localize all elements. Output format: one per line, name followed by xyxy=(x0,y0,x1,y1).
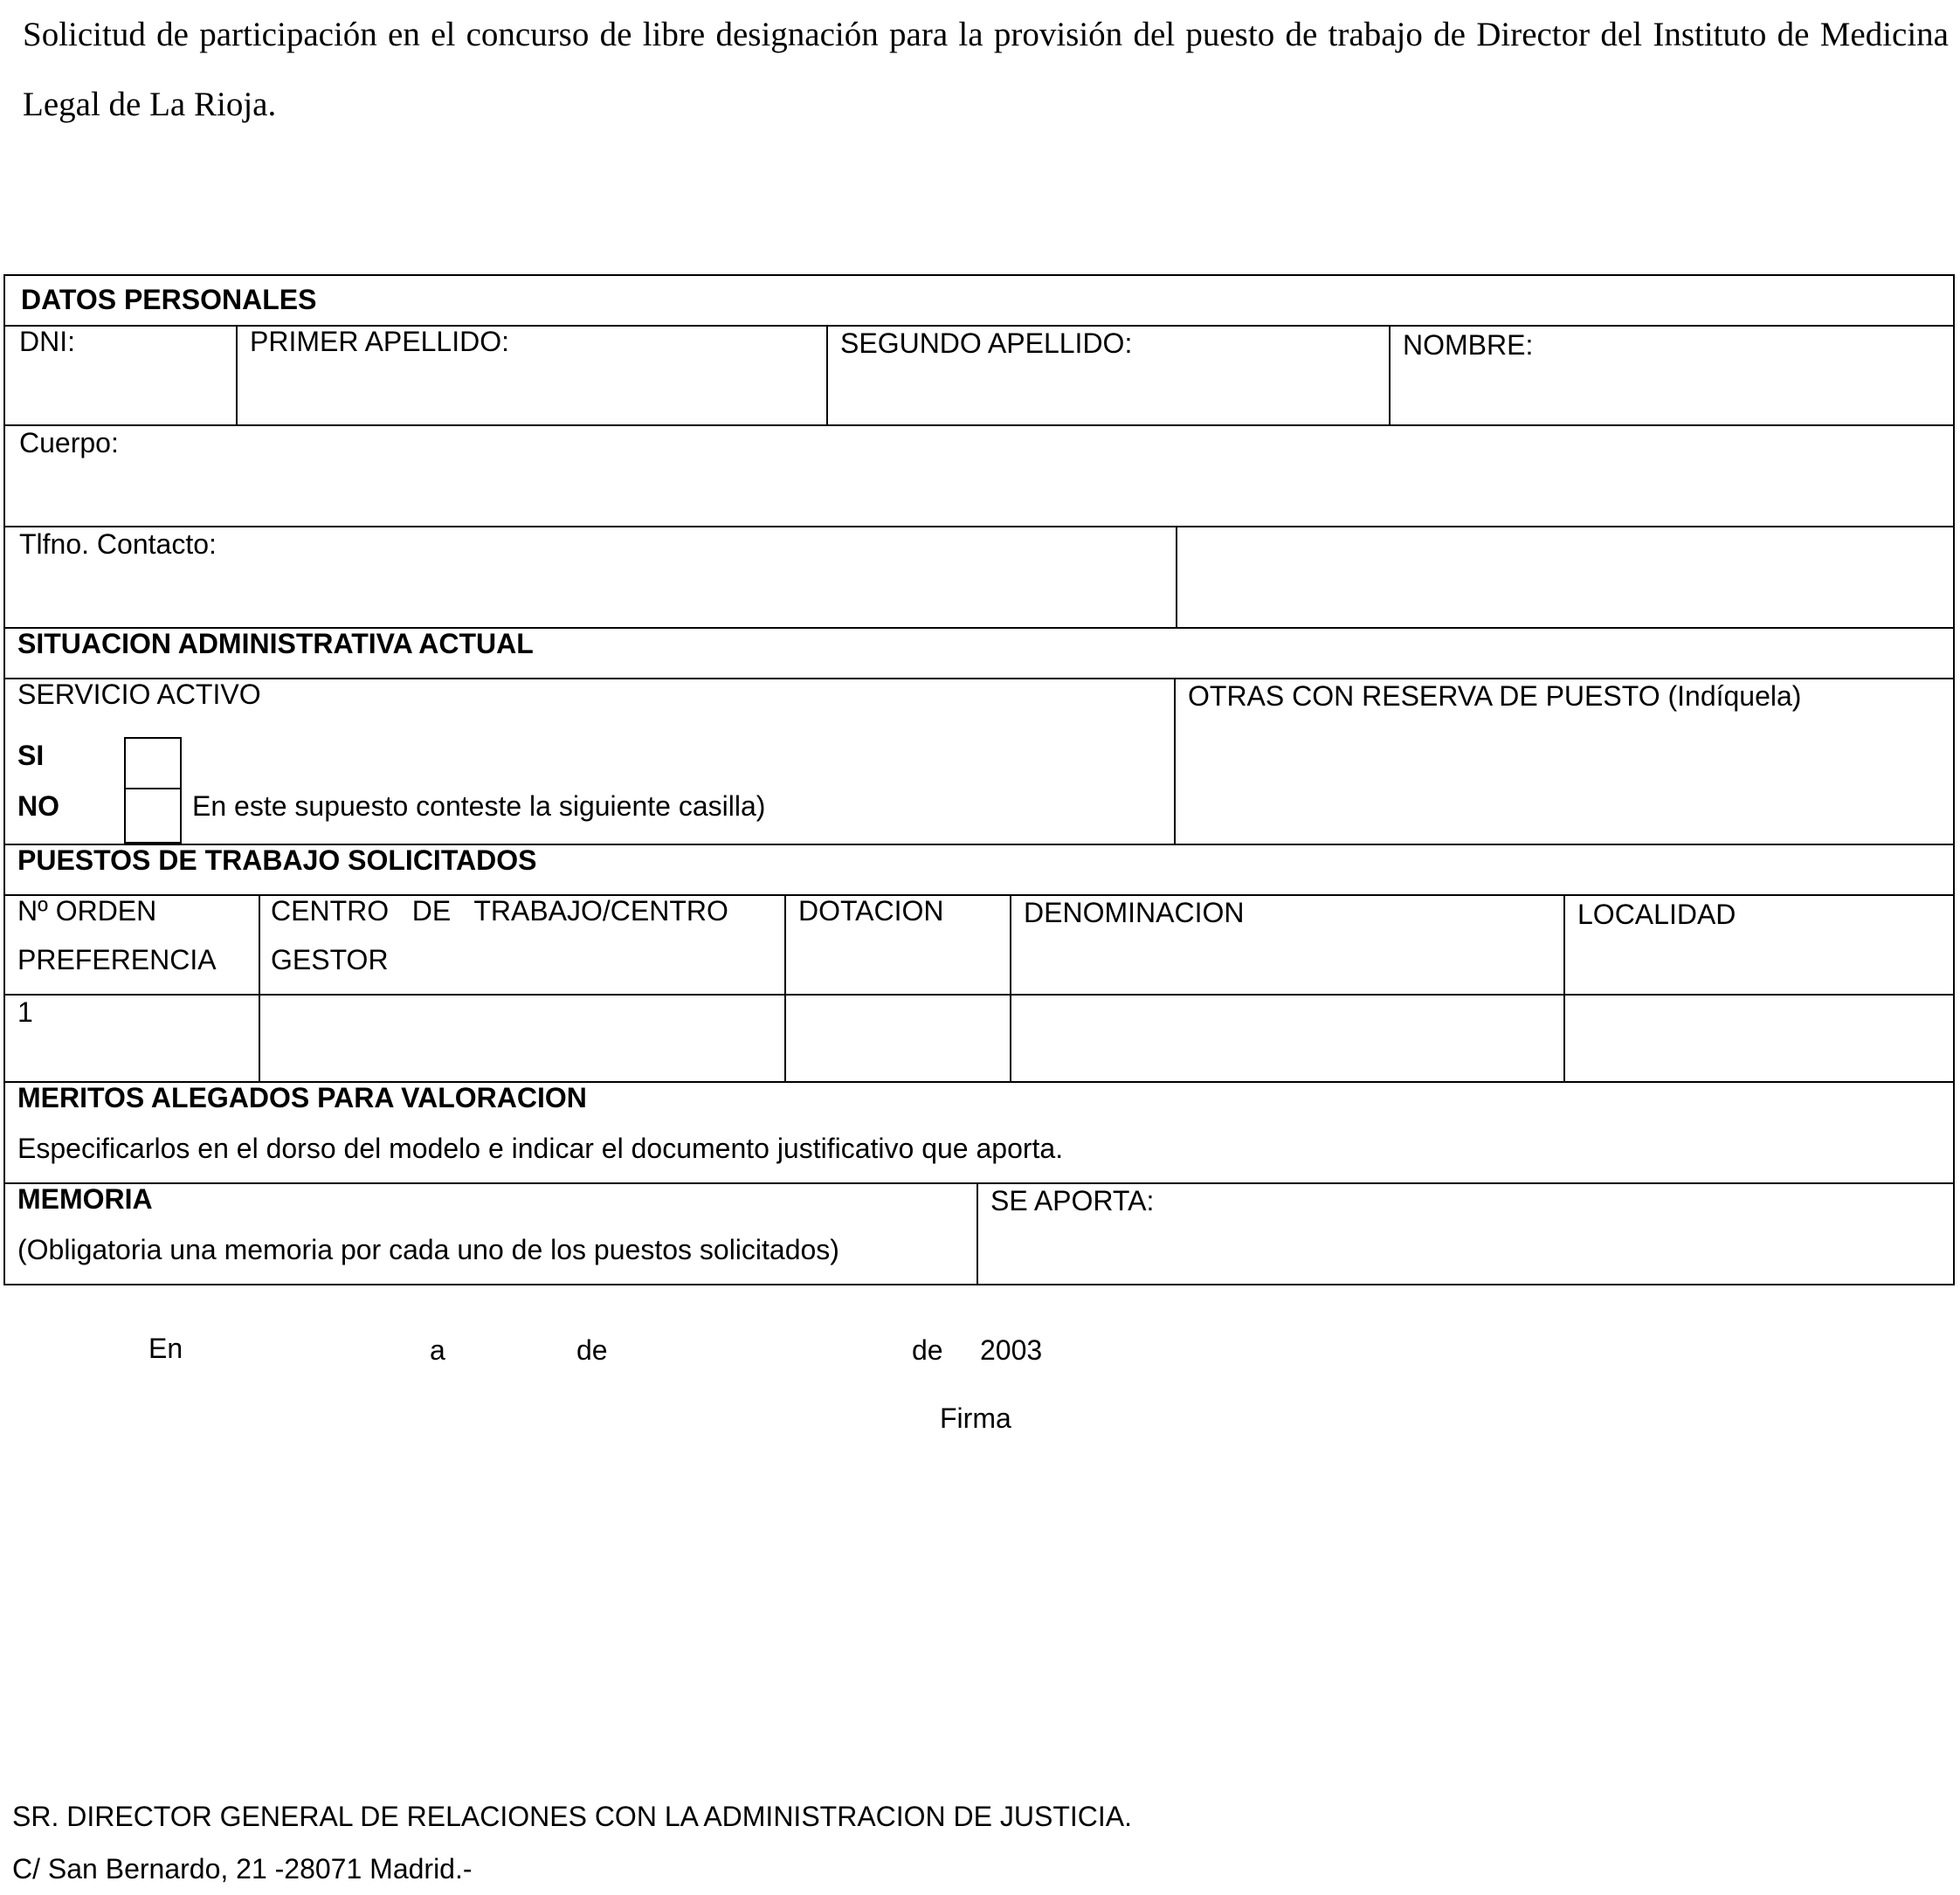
rule xyxy=(236,325,238,424)
date-a: a xyxy=(430,1334,445,1366)
date-de-2: de xyxy=(912,1334,943,1366)
addressee: SR. DIRECTOR GENERAL DE RELACIONES CON LA ADMINISTRACION DE JUSTICIA. xyxy=(12,1801,1133,1832)
date-en: En xyxy=(148,1333,183,1364)
address: C/ San Bernardo, 21 -28071 Madrid.- xyxy=(12,1853,473,1885)
segundo-apellido-label: SEGUNDO APELLIDO: xyxy=(840,327,1133,359)
rule xyxy=(3,424,1955,426)
row-number: 1 xyxy=(17,996,33,1028)
date-year: 2003 xyxy=(980,1334,1043,1366)
col-localidad: LOCALIDAD xyxy=(1577,899,1736,930)
signature-label: Firma xyxy=(940,1402,1011,1434)
intro-paragraph: Solicitud de participación en el concurso de libre designación para la provisión del puesto de trabajo de Director del Instituto de Medicina Legal de La Rioja. xyxy=(23,16,1949,123)
rule xyxy=(1010,894,1011,1081)
no-checkbox[interactable] xyxy=(124,788,182,844)
memoria-text: (Obligatoria una memoria por cada uno de los puestos solicitados) xyxy=(17,1234,839,1265)
rule xyxy=(3,1182,1955,1184)
rule xyxy=(1176,526,1177,627)
col-denominacion: DENOMINACION xyxy=(1024,897,1245,928)
datos-personales-heading: DATOS PERSONALES xyxy=(21,284,317,315)
rule xyxy=(977,1182,978,1285)
col-centro-line2: GESTOR xyxy=(271,944,389,975)
no-label: NO xyxy=(17,790,59,822)
rule xyxy=(3,526,1955,527)
telefono-label: Tlfno. Contacto: xyxy=(19,528,217,560)
servicio-activo-label: SERVICIO ACTIVO xyxy=(17,679,261,710)
application-form xyxy=(3,274,1955,1285)
si-label: SI xyxy=(17,740,45,771)
puestos-heading: PUESTOS DE TRABAJO SOLICITADOS xyxy=(17,844,537,876)
se-aporta-label: SE APORTA: xyxy=(990,1185,1155,1216)
date-de-1: de xyxy=(576,1334,608,1366)
rule xyxy=(784,894,786,1081)
rule xyxy=(1174,678,1176,844)
dni-label: DNI: xyxy=(19,326,75,357)
col-centro-line1: CENTRO DE TRABAJO/CENTRO xyxy=(271,895,728,927)
cuerpo-label: Cuerpo: xyxy=(19,427,119,458)
rule xyxy=(3,678,1955,679)
primer-apellido-label: PRIMER APELLIDO: xyxy=(250,326,509,357)
no-note: En este supuesto conteste la siguiente casilla) xyxy=(192,790,766,822)
rule xyxy=(3,994,1955,996)
col-orden-line1: Nº ORDEN xyxy=(17,895,157,927)
col-dotacion: DOTACION xyxy=(798,895,944,927)
si-checkbox[interactable] xyxy=(124,737,182,789)
rule xyxy=(259,894,260,1081)
memoria-heading: MEMORIA xyxy=(17,1183,153,1215)
rule xyxy=(1563,894,1565,1081)
rule xyxy=(1389,325,1391,424)
otras-label: OTRAS CON RESERVA DE PUESTO (Indíquela) xyxy=(1188,680,1802,712)
col-orden-line2: PREFERENCIA xyxy=(17,944,217,975)
nombre-label: NOMBRE: xyxy=(1403,329,1534,361)
meritos-text: Especificarlos en el dorso del modelo e indicar el documento justificativo que aporta. xyxy=(17,1133,1064,1164)
rule xyxy=(826,325,828,424)
situacion-heading: SITUACION ADMINISTRATIVA ACTUAL xyxy=(17,628,534,659)
meritos-heading: MERITOS ALEGADOS PARA VALORACION xyxy=(17,1082,587,1113)
